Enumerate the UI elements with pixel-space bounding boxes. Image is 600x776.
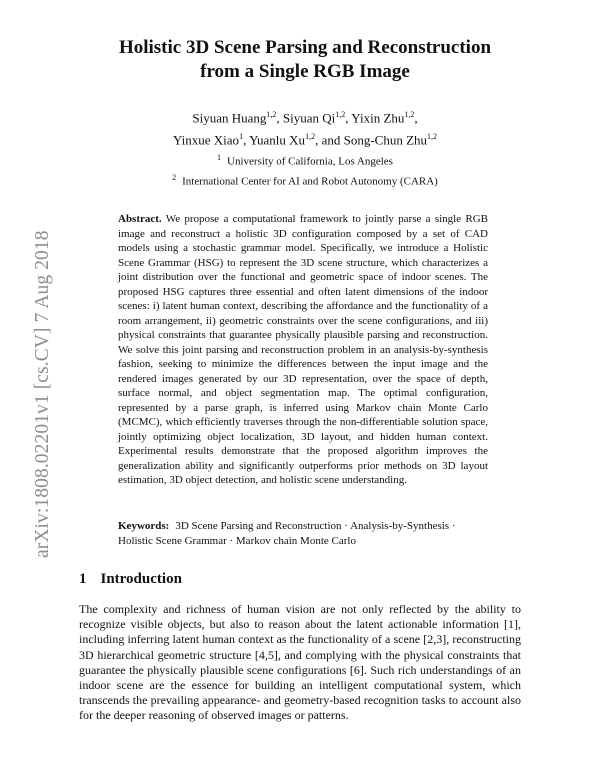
title-line-2: from a Single RGB Image [200, 61, 410, 82]
intro-paragraph: The complexity and richness of human vision are not only reflected by the ability to recognize visible objects, but also to reason about the latent actionable information [1], including inferring latent human context as the functionality of a scene [2,3], reconstructing 3D hierarchical geometric structure [4,5], and complying with the physical constraints that guarantee the physically plausible scene configurations [6]. Such rich understandings of an indoor scene are the essence for building an intelligent computational system, which transcends the prevailing appearance- and geometry-based recognition tasks to account also for the deeper reasoning of observed images or patterns. [79, 602, 521, 723]
affiliation-mark: 1 [217, 153, 222, 162]
author: Siyuan Huang [192, 110, 267, 126]
abstract-label: Abstract. [118, 213, 162, 225]
author: Yuanlu Xu [249, 132, 306, 148]
author: Song-Chun Zhu [343, 132, 428, 148]
author: Yinxue Xiao [172, 132, 240, 148]
keywords [118, 519, 488, 548]
author-affiliation-mark: 1,2 [266, 110, 277, 119]
author-affiliation-mark: 1,2 [335, 110, 346, 119]
author: Siyuan Qi [282, 110, 336, 126]
section-number: 1 [79, 571, 87, 587]
author-separator: , and [315, 132, 344, 148]
author-affiliation-mark: 1,2 [305, 132, 316, 142]
author-separator: , [414, 110, 418, 126]
author-separator: , [345, 110, 352, 126]
keywords-text: 3D Scene Parsing and Reconstruction · Analysis-by-Synthesis · Holistic Scene Grammar · Markov chain Monte Carlo [118, 520, 456, 547]
author-list [60, 105, 550, 150]
section-title: Introduction [100, 571, 182, 587]
affiliation-text: International Center for AI and Robot Autonomy (CARA) [182, 175, 438, 188]
arxiv-stamp: arXiv:1808.02201v1 [cs.CV] 7 Aug 2018 [32, 230, 53, 558]
affiliation [60, 150, 550, 170]
keywords-label: Keywords: [118, 520, 170, 532]
author-affiliation-mark: 1,2 [427, 132, 438, 142]
title-line-1: Holistic 3D Scene Parsing and Reconstruction [118, 37, 492, 58]
abstract [118, 212, 488, 488]
affiliation-text: University of California, Los Angeles [227, 155, 393, 168]
author-affiliation-mark: 1,2 [404, 110, 415, 119]
author-separator: , [276, 110, 283, 126]
affiliation [60, 170, 550, 190]
author: Yixin Zhu [351, 110, 405, 126]
abstract-text: We propose a computational framework to jointly parse a single RGB image and reconstruct a holistic 3D configuration composed by a set of CAD models using a stochastic grammar model. Specifically, we introduce a Holistic Scene Grammar (HSG) to represent the 3D scene structure, which characterizes a joint distribution over the functional and geometric space of indoor scenes. The proposed HSG captures three essential and often latent dimensions of the indoor scenes: i) latent human context, describing the affordance and the functionality of a room arrangement, ii) geometric constraints over the scene configurations, and iii) physical constraints that guarantee physically plausible parsing and reconstruction. We solve this joint parsing and reconstruction problem in an analysis-by-synthesis fashion, seeking to minimize the differences between the input image and the rendered images generated by our 3D representation, over the space of depth, surface normal, and object segmentation map. The optimal configuration, represented by a parse graph, is inferred using Markov chain Monte Carlo (MCMC), which efficiently traverses through the non-differentiable solution space, jointly optimizing object localization, 3D layout, and hidden human context. Experimental results demonstrate that the proposed algorithm improves the generalization ability and significantly outperforms prior methods on 3D layout estimation, 3D object detection, and holistic scene understanding. [118, 213, 488, 486]
author-affiliation-mark: 1 [239, 132, 244, 142]
affiliation-mark: 2 [172, 172, 177, 182]
section-heading [79, 569, 182, 589]
author-separator: , [243, 132, 250, 148]
paper-title [60, 36, 550, 84]
affiliation-list [60, 150, 550, 189]
